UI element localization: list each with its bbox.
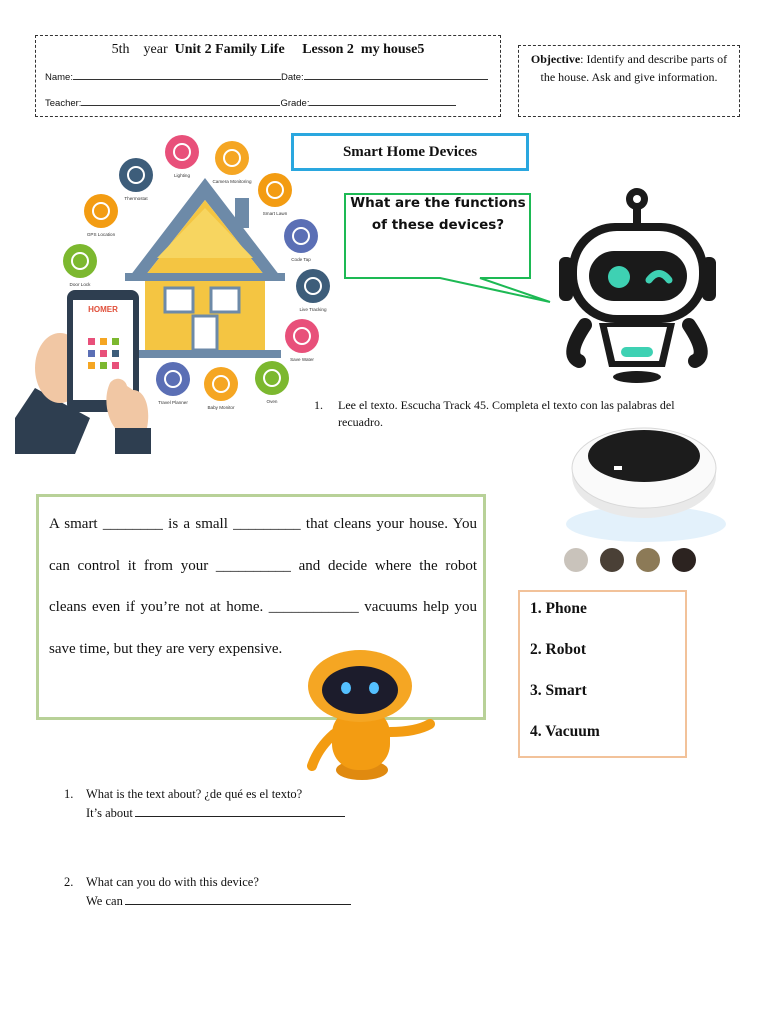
answer-prompt: It’s about xyxy=(86,806,133,820)
objective-text: : Identify and describe parts of the house. Ask and give information. xyxy=(540,52,728,84)
name-field[interactable] xyxy=(73,70,281,80)
instruction-number: 1. xyxy=(314,398,323,412)
smart-home-diagram xyxy=(15,128,335,454)
answer-line[interactable] xyxy=(135,805,345,817)
header-title xyxy=(36,42,500,58)
grade-label: Grade: xyxy=(280,98,310,109)
device-icon-label: Thermostat xyxy=(124,196,148,201)
word-bank-box xyxy=(518,590,687,758)
question-number: 1. xyxy=(64,787,74,801)
topic-text: my house5 xyxy=(360,42,425,57)
device-icon xyxy=(296,269,330,312)
header-box xyxy=(35,35,501,117)
word-bank-item: 3. Smart xyxy=(530,682,587,699)
word-bank-item: 4. Vacuum xyxy=(530,723,600,740)
device-icon-badge xyxy=(296,269,330,303)
teacher-label: Teacher: xyxy=(45,98,82,109)
device-icon-label: Door Lock xyxy=(69,282,91,287)
question-2 xyxy=(64,873,464,911)
device-icon-label: Oven xyxy=(266,399,278,404)
date-label: Date: xyxy=(280,72,304,83)
device-icon-badge xyxy=(204,367,238,401)
device-icon xyxy=(165,135,199,178)
objective-label: Objective xyxy=(530,52,581,66)
device-icon-badge xyxy=(119,158,153,192)
grade-text: 5th xyxy=(111,42,130,57)
word-bank-item: 1. Phone xyxy=(530,600,587,617)
teacher-row xyxy=(45,96,456,109)
device-icon-badge xyxy=(165,135,199,169)
device-icon-label: Camera Monitoring xyxy=(212,179,252,184)
word-bank-item: 2. Robot xyxy=(530,641,586,658)
bubble-question: What are the functions of these devices? xyxy=(350,195,526,233)
lesson-text: Lesson 2 xyxy=(302,42,354,57)
device-icon xyxy=(84,194,118,237)
device-icon xyxy=(255,361,289,404)
device-icon-badge xyxy=(255,361,289,395)
year-text: year xyxy=(143,42,168,57)
device-icon-badge xyxy=(156,362,190,396)
device-icon-label: Travel Planner xyxy=(158,400,188,405)
phone-hand-illustration xyxy=(15,290,151,454)
answer-line[interactable] xyxy=(125,893,351,905)
house-illustration xyxy=(125,178,285,358)
question-text: What is the text about? ¿de qué es el texto? xyxy=(86,787,303,801)
device-icon-label: Smart Lawn xyxy=(262,211,288,216)
device-icon-label: Live Tracking xyxy=(299,307,327,312)
device-icon-badge xyxy=(285,319,319,353)
device-icon-label: Code Tap xyxy=(291,257,311,262)
device-icon-badge xyxy=(258,173,292,207)
device-icon xyxy=(119,158,153,201)
unit-text: Unit 2 Family Life xyxy=(174,42,285,57)
device-icon-label: Baby Monitor xyxy=(207,405,235,410)
device-icon xyxy=(285,319,319,362)
device-icon xyxy=(258,173,292,216)
question-number: 2. xyxy=(64,875,74,889)
name-label: Name: xyxy=(45,72,73,83)
device-icon-badge xyxy=(215,141,249,175)
device-icon xyxy=(284,219,318,262)
page-title: Smart Home Devices xyxy=(291,133,529,171)
orange-robot-illustration xyxy=(298,648,436,782)
question-text: What can you do with this device? xyxy=(86,875,259,889)
question-1 xyxy=(64,785,464,823)
device-icon-badge xyxy=(84,194,118,228)
device-icon-label: GPS Location xyxy=(86,232,116,237)
device-icon-badge xyxy=(284,219,318,253)
robot-mascot-illustration xyxy=(555,185,720,385)
robot-vacuum-illustration xyxy=(556,416,736,578)
device-icon xyxy=(204,367,238,410)
date-field[interactable] xyxy=(304,70,488,80)
device-icon-badge xyxy=(63,244,97,278)
name-row xyxy=(45,70,488,83)
device-icon-label: Lighting xyxy=(173,173,191,178)
grade-field[interactable] xyxy=(309,96,456,106)
teacher-field[interactable] xyxy=(81,96,280,106)
device-icon xyxy=(156,362,190,405)
device-icon xyxy=(212,141,252,184)
phone-brand: HOMER xyxy=(88,305,118,314)
device-icon-label: Save Water xyxy=(290,357,314,362)
answer-prompt: We can xyxy=(86,894,123,908)
instruction-text: Lee el texto. Escucha Track 45. Completa el texto con las palabras del recuadro. xyxy=(338,398,675,429)
objective-box xyxy=(518,45,740,117)
device-icon xyxy=(63,244,97,287)
reading-passage: A smart ________ is a small _________ that cleans your house. You can control it from your __________ and decide where the robot cleans even if you’re not at home. ____________ vacuums help you save time, but they are very expensive. xyxy=(49,516,477,657)
